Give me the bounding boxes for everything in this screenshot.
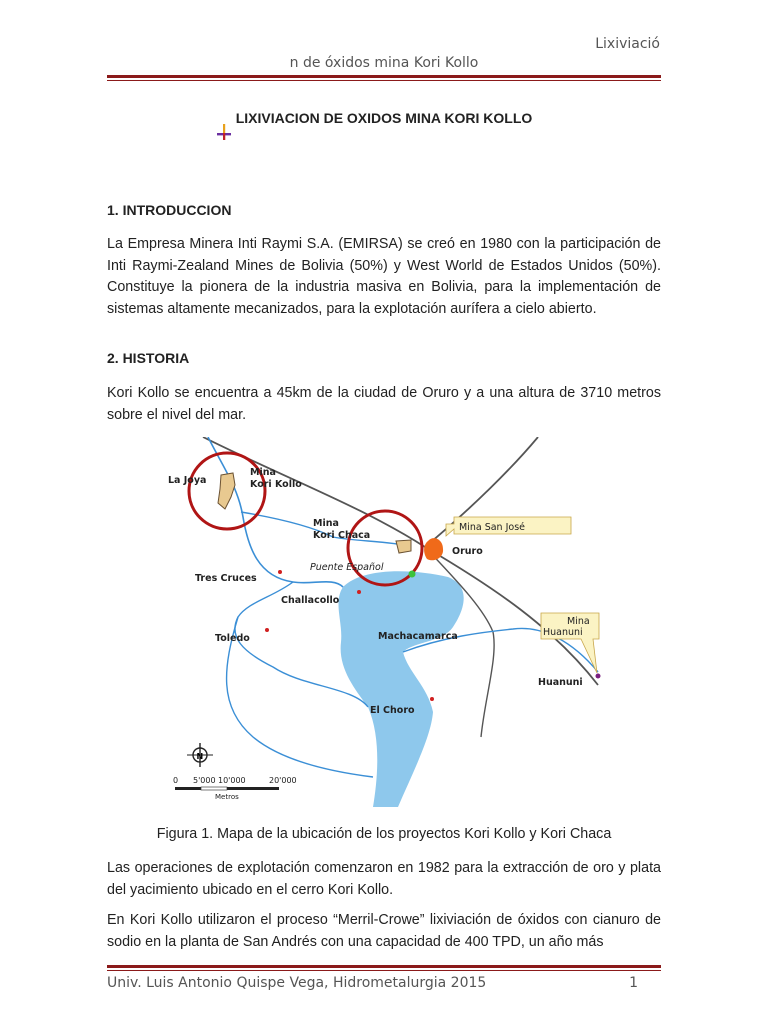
label-la-joya: La Joya [168,475,207,486]
label-machacamarca: Machacamarca [378,631,458,642]
label-mina-kc-2: Kori Chaca [313,530,371,541]
label-mina-san-jose: Mina San José [459,522,525,533]
label-puente-espanol: Puente Español [310,562,384,573]
tres-cruces-point [278,570,282,574]
intro-paragraph: La Empresa Minera Inti Raymi S.A. (EMIRSA) se creó en 1980 con la participación de Inti Raymi-Zealand Mines de Bolivia (50%) y West World de Estados Unidos (50%). Constituye la pionera de la industria masiva en Bolivia, para la implementación de sistemas altamente mecanizados, para la explotación aurífera a cielo abierto. [107,236,661,317]
header-center-text: n de óxidos mina Kori Kollo [289,55,479,71]
process-paragraph: En Kori Kollo utilizaron el proceso “Merril-Crowe” lixiviación de óxidos con cianuro de sodio en la planta de San Andrés con una capacidad de 400 TPD, un año más [107,912,661,950]
history-heading: 2. HISTORIA [107,350,190,366]
svg-text:N: N [196,752,204,761]
footer-rule [107,965,661,971]
header-rule [107,75,661,81]
label-mina-kk-2: Kori Kollo [250,479,302,490]
svg-text:Metros: Metros [215,793,239,801]
toledo-point [265,628,269,632]
svg-text:0: 0 [173,776,179,785]
pit [396,540,411,553]
label-mina-kk-1: Mina [250,467,276,478]
label-mina-kc-1: Mina [313,518,339,529]
operations-paragraph: Las operaciones de explotación comenzaron en 1982 para la extracción de oro y plata del yacimiento ubicado en el cerro Kori Kollo. [107,860,661,898]
cross-bullet-icon [217,124,231,140]
label-challacollo: Challacollo [281,595,340,606]
el-choro-point [430,697,434,701]
svg-text:10'000: 10'000 [218,776,246,785]
svg-text:20'000: 20'000 [269,776,297,785]
footer-author: Univ. Luis Antonio Quispe Vega, Hidrometalurgia 2015 [107,975,487,991]
location-map [163,437,603,807]
page-number: 1 [629,975,638,991]
figure-caption: Figura 1. Mapa de la ubicación de los proyectos Kori Kollo y Kori Chaca [156,826,612,842]
huanuni-point [596,674,601,679]
green-marker [409,571,416,578]
label-tres-cruces: Tres Cruces [195,573,257,584]
label-huanuni: Huanuni [538,677,583,688]
svg-text:5'000: 5'000 [193,776,216,785]
header-right-text: Lixiviació [595,36,660,52]
document-title: LIXIVIACION DE OXIDOS MINA KORI KOLLO [235,110,533,126]
label-mina-huanuni-1: Mina [567,616,590,627]
label-el-choro: El Choro [370,705,415,716]
intro-heading: 1. INTRODUCCION [107,202,232,218]
history-paragraph: Kori Kollo se encuentra a 45km de la ciudad de Oruro y a una altura de 3710 metros sobre el nivel del mar. [107,385,661,423]
challacollo-point [357,590,361,594]
label-mina-huanuni-2: Huanuni [543,627,583,638]
label-toledo: Toledo [215,633,250,644]
label-oruro: Oruro [452,546,483,557]
